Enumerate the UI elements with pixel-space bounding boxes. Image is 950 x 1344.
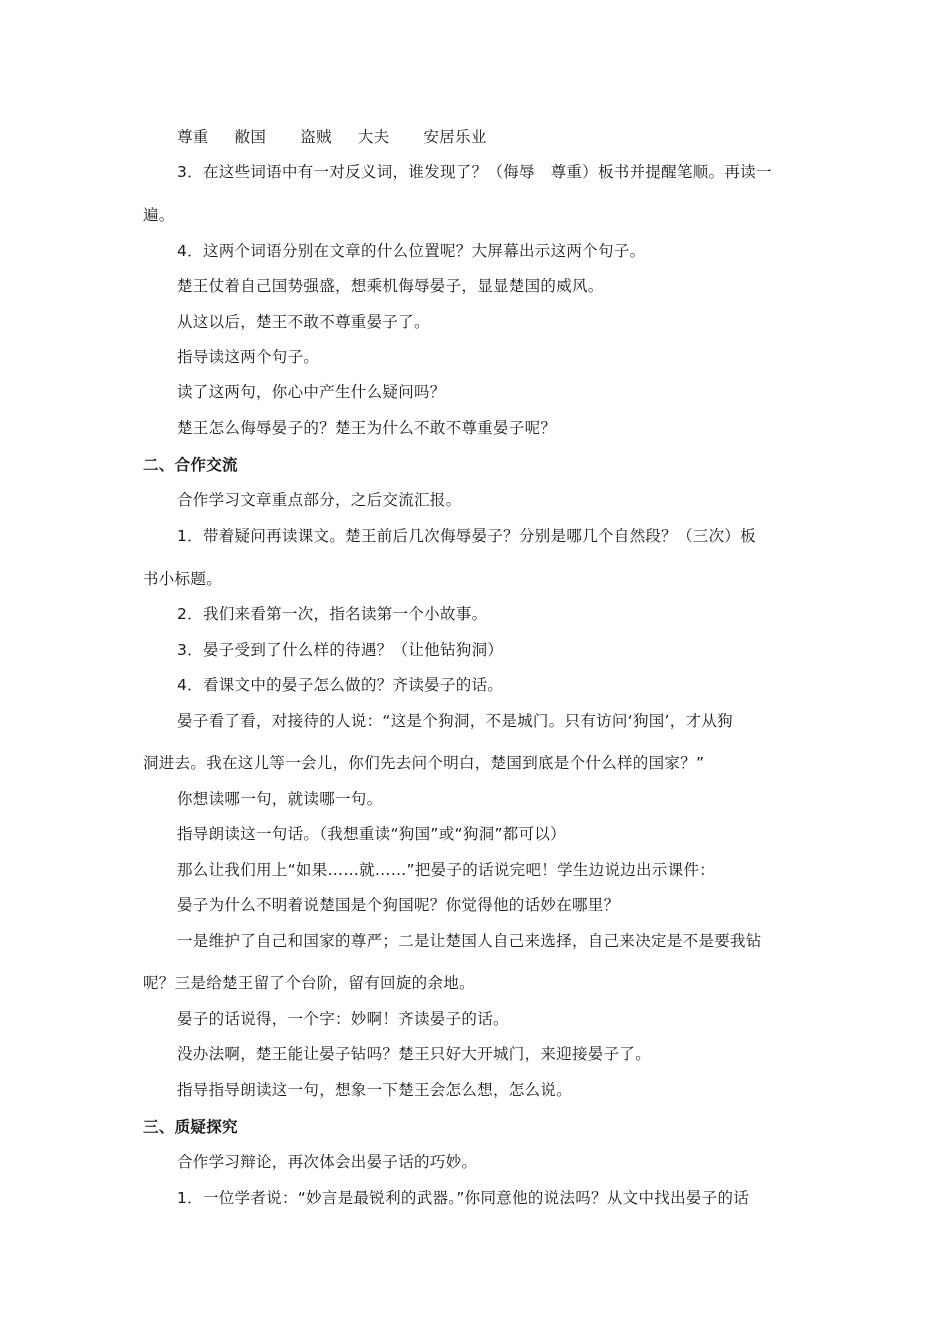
paragraph-line: 合作学习辩论，再次体会出晏子话的巧妙。 [177, 1153, 478, 1171]
paragraph-line: 3．在这些词语中有一对反义词，谁发现了？（侮辱 尊重）板书并提醒笔顺。再读一 [177, 163, 772, 181]
paragraph-line: 晏子的话说得，一个字：妙啊！齐读晏子的话。 [177, 1010, 509, 1028]
vocabulary-row [177, 127, 513, 147]
paragraph-line: 没办法啊，楚王能让晏子钻吗？楚王只好大开城门，来迎接晏子了。 [177, 1045, 652, 1063]
paragraph-line: 那么让我们用上“如果……就……”把晏子的话说完吧！学生边说边出示课件： [177, 861, 716, 879]
vocab-word: 尊重 [177, 128, 209, 146]
paragraph-line: 楚王怎么侮辱晏子的？楚王为什么不敢不尊重晏子呢？ [177, 419, 557, 437]
paragraph-line: 2．我们来看第一次，指名读第一个小故事。 [177, 605, 488, 623]
section-heading: 三、质疑探究 [143, 1118, 238, 1136]
vocab-word: 敝国 [234, 128, 267, 146]
paragraph-line: 一是维护了自己和国家的尊严；二是让楚国人自己来选择，自己来决定是不是要我钻 [177, 932, 762, 950]
paragraph-line: 1．一位学者说：“妙言是最锐利的武器。”你同意他的说法吗？从文中找出晏子的话 [177, 1189, 750, 1207]
paragraph-line: 4．看课文中的晏子怎么做的？齐读晏子的话。 [177, 676, 504, 694]
paragraph-line: 合作学习文章重点部分，之后交流汇报。 [177, 491, 462, 509]
vocab-word: 安居乐业 [423, 128, 487, 146]
paragraph-line: 书小标题。 [143, 570, 223, 588]
paragraph-line: 1．带着疑问再读课文。楚王前后几次侮辱晏子？分别是哪几个自然段？（三次）板 [177, 527, 756, 545]
paragraph-line: 指导指导朗读这一句，想象一下楚王会怎么想，怎么说。 [177, 1081, 573, 1099]
paragraph-line: 洞进去。我在这儿等一会儿，你们先去问个明白，楚国到底是个什么样的国家？” [143, 754, 705, 772]
paragraph-line: 楚王仗着自己国势强盛，想乘机侮辱晏子，显显楚国的威风。 [177, 277, 604, 295]
paragraph-line: 4．这两个词语分别在文章的什么位置呢？大屏幕出示这两个句子。 [177, 242, 646, 260]
section-heading: 二、合作交流 [143, 456, 238, 474]
paragraph-line: 遍。 [143, 206, 175, 224]
paragraph-line: 晏子看了看，对接待的人说：“这是个狗洞，不是城门。只有访问‘狗国’，才从狗 [177, 712, 733, 730]
vocab-word: 大夫 [357, 128, 390, 146]
paragraph-line: 指导读这两个句子。 [177, 348, 320, 366]
vocab-word: 盗贼 [300, 128, 332, 146]
paragraph-line: 读了这两句，你心中产生什么疑问吗？ [177, 383, 446, 401]
paragraph-line: 3．晏子受到了什么样的待遇？（让他钻狗洞） [177, 641, 504, 659]
paragraph-line: 你想读哪一句，就读哪一句。 [177, 790, 383, 808]
paragraph-line: 晏子为什么不明着说楚国是个狗国呢？你觉得他的话妙在哪里？ [177, 896, 620, 914]
paragraph-line: 指导朗读这一句话。（我想重读“狗国”或“狗洞”都可以） [177, 825, 566, 843]
paragraph-line: 从这以后，楚王不敢不尊重晏子了。 [177, 313, 430, 331]
paragraph-line: 呢？三是给楚王留了个台阶，留有回旋的余地。 [143, 974, 475, 992]
